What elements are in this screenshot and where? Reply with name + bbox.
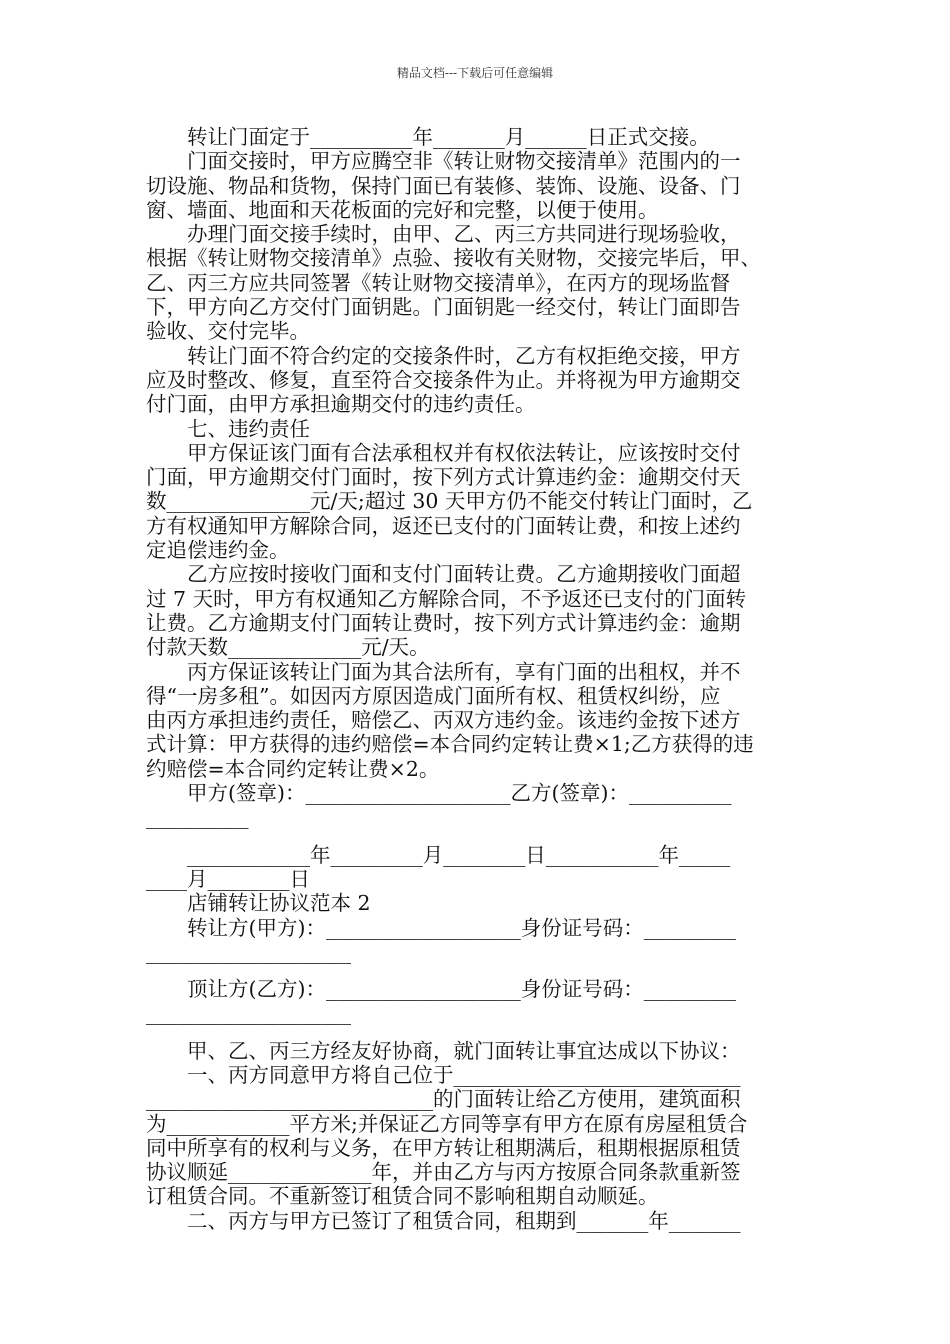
blank-gap: [146, 1026, 808, 1039]
text-line: 窗、墙面、地面和天花板面的完好和完整，以便于使用。: [146, 197, 659, 222]
text-line: 切设施、物品和货物，保持门面已有装修、装饰、设施、设备、门: [146, 173, 741, 198]
text-line: 验收、交付完毕。: [146, 319, 310, 344]
text-line: 式计算：甲方获得的违约赔偿=本合同约定转让费×1;乙方获得的违: [146, 732, 754, 757]
blank-gap: [146, 830, 808, 843]
text-line: __________: [146, 805, 249, 830]
text-line: ____________________: [146, 939, 351, 964]
text-line: 乙方应按时接收门面和支付门面转让费。乙方逾期接收门面超: [146, 562, 741, 587]
text-line: 约赔偿=本合同约定转让费×2。: [146, 756, 440, 781]
text-line: 付款天数_____________元/天。: [146, 635, 430, 660]
text-line: 二、丙方与甲方已签订了租赁合同，租期到_______年_______: [146, 1208, 741, 1233]
text-line: ____________年_________月________日___________年_____: [146, 842, 731, 867]
document-body: [146, 125, 808, 1233]
text-line: 甲方(签章)：____________________乙方(签章)：__________: [146, 781, 732, 806]
text-line: 方有权通知甲方解除合同，返还已支付的门面转让费，和按上述约: [146, 513, 741, 538]
text-line: 定追偿违约金。: [146, 538, 290, 563]
text-line: 为____________平方米;并保证乙方同等享有甲方在原有房屋租赁合: [146, 1111, 748, 1136]
text-line: 丙方保证该转让门面为其合法所有，享有门面的出租权，并不: [146, 659, 741, 684]
text-line: ____________________________的门面转让给乙方使用，建筑面积: [146, 1087, 741, 1112]
text-line: ____________________: [146, 1001, 351, 1026]
text-line: 转让方(甲方)：___________________身份证号码：_________: [146, 915, 736, 940]
text-line: 办理门面交接手续时，由甲、乙、丙三方共同进行现场验收，: [146, 222, 741, 247]
text-line: 转让门面不符合约定的交接条件时，乙方有权拒绝交接，甲方: [146, 343, 741, 368]
text-line: 下，甲方向乙方交付门面钥匙。门面钥匙一经交付，转让门面即告: [146, 295, 741, 320]
text-line: 由丙方承担违约责任，赔偿乙、丙双方违约金。该违约金按下述方: [146, 708, 741, 733]
blank-gap: [146, 964, 808, 977]
text-line: 过 7 天时，甲方有权通知乙方解除合同，不予返还已支付的门面转: [146, 586, 747, 611]
text-line: 数______________元/天;超过 30 天甲方仍不能交付转让门面时，乙: [146, 489, 753, 514]
text-line: 协议顺延______________年，并由乙方与丙方按原合同条款重新签: [146, 1160, 741, 1185]
text-line: 店铺转让协议范本 2: [146, 891, 371, 916]
text-line: 同中所享有的权利与义务，在甲方转让租期满后，租期根据原租赁: [146, 1135, 741, 1160]
text-line: 让费。乙方逾期支付门面转让费时，按下列方式计算违约金：逾期: [146, 610, 741, 635]
text-line: 一、丙方同意甲方将自己位于____________________________: [146, 1062, 741, 1087]
text-line: 根据《转让财物交接清单》点验、接收有关财物，交接完毕后，甲、: [146, 246, 761, 271]
text-line: 乙、丙三方应共同签署《转让财物交接清单》，在丙方的现场监督: [146, 270, 731, 295]
text-line: 门面交接时，甲方应腾空非《转让财物交接清单》范围内的一: [146, 149, 741, 174]
text-line: 转让门面定于__________年_______月______日正式交接。: [146, 125, 710, 149]
text-line: 付门面，由甲方承担逾期交付的违约责任。: [146, 392, 536, 417]
text-line: 七、违约责任: [146, 416, 310, 441]
text-line: 甲、乙、丙三方经友好协商，就门面转让事宜达成以下协议：: [146, 1038, 741, 1063]
text-line: 得“一房多租”。如因丙方原因造成门面所有权、租赁权纠纷，应: [146, 683, 721, 708]
text-line: 应及时整改、修复，直至符合交接条件为止。并将视为甲方逾期交: [146, 367, 741, 392]
text-line: ____月________日: [146, 866, 310, 891]
text-line: 门面，甲方逾期交付门面时，按下列方式计算违约金：逾期交付天: [146, 465, 741, 490]
page-header: 精品文档---下载后可任意编辑: [396, 66, 554, 80]
text-line: 甲方保证该门面有合法承租权并有权依法转让，应该按时交付: [146, 440, 741, 465]
text-line: 订租赁合同。不重新签订租赁合同不影响租期自动顺延。: [146, 1184, 659, 1209]
text-line: 顶让方(乙方)：___________________身份证号码：_________: [146, 977, 736, 1002]
